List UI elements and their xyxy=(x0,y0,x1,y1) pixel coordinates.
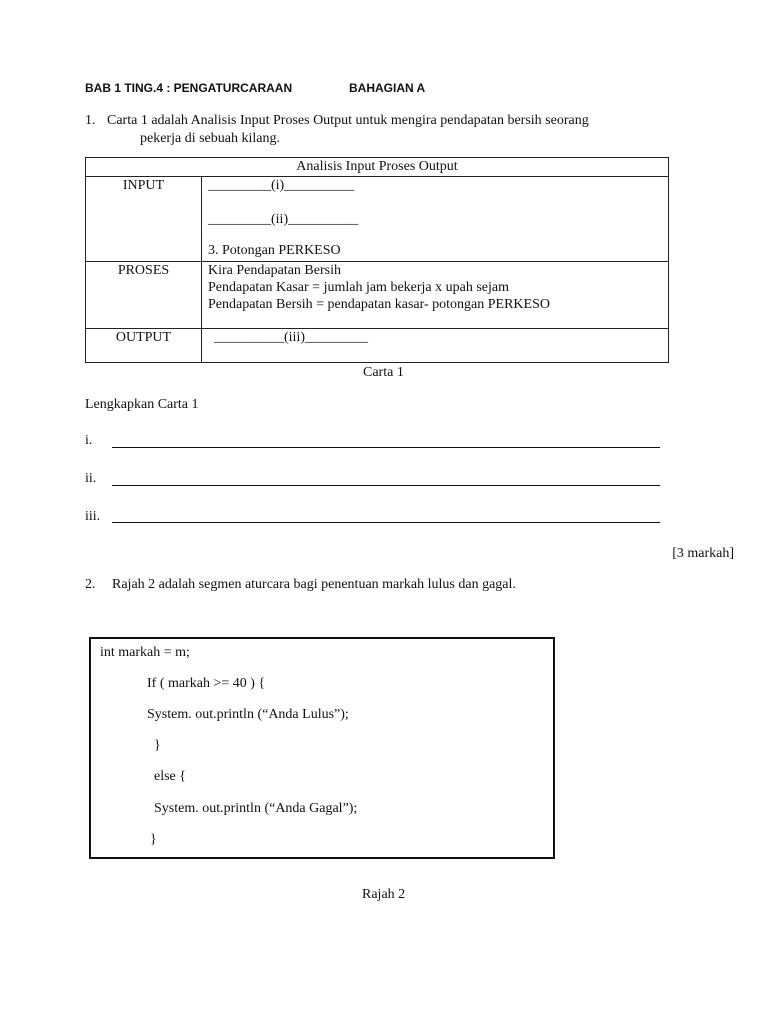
instruction-text: Lengkapkan Carta 1 xyxy=(85,397,199,412)
code-line-2: If ( markah >= 40 ) { xyxy=(147,676,266,691)
answer-line-ii[interactable] xyxy=(112,485,660,486)
marks-label: [3 markah] xyxy=(672,546,734,561)
input-item-3: 3. Potongan PERKESO xyxy=(208,243,341,258)
question-1-text-line1: Carta 1 adalah Analisis Input Proses Output untuk mengira pendapatan bersih seorang xyxy=(107,113,589,128)
proses-item-2: Pendapatan Kasar = jumlah jam bekerja x upah sejam xyxy=(208,280,510,295)
answer-label-iii: iii. xyxy=(85,509,101,524)
answer-line-i[interactable] xyxy=(112,447,660,448)
proses-cell xyxy=(202,262,669,329)
code-line-4: } xyxy=(154,738,161,753)
rajah-caption: Rajah 2 xyxy=(362,887,406,902)
question-1-text-line2: pekerja di sebuah kilang. xyxy=(140,131,280,146)
page-title: BAB 1 TING.4 : PENGATURCARAAN xyxy=(85,81,293,95)
carta-caption: Carta 1 xyxy=(363,365,404,380)
code-box xyxy=(89,637,555,859)
answer-line-iii[interactable] xyxy=(112,522,660,523)
section-label: BAHAGIAN A xyxy=(349,81,426,95)
proses-label: PROSES xyxy=(86,262,202,329)
question-2-text: Rajah 2 adalah segmen aturcara bagi penentuan markah lulus dan gagal. xyxy=(112,577,516,592)
code-line-1: int markah = m; xyxy=(100,645,190,660)
question-1-number: 1. xyxy=(85,113,96,128)
question-2-number: 2. xyxy=(85,577,96,592)
ipo-table xyxy=(85,157,669,363)
proses-item-3: Pendapatan Bersih = pendapatan kasar- potongan PERKESO xyxy=(208,297,550,312)
proses-item-1: Kira Pendapatan Bersih xyxy=(208,263,341,278)
output-label: OUTPUT xyxy=(86,329,202,363)
output-item: __________(iii)_________ xyxy=(214,330,368,345)
code-line-5: else { xyxy=(154,769,186,784)
input-label: INPUT xyxy=(86,177,202,262)
answer-label-ii: ii. xyxy=(85,471,97,486)
code-line-6: System. out.println (“Anda Gagal”); xyxy=(154,801,358,816)
ipo-table-title: Analisis Input Proses Output xyxy=(86,158,669,177)
input-item-1: _________(i)__________ xyxy=(208,178,355,193)
output-cell xyxy=(202,329,669,363)
code-line-7: } xyxy=(150,832,157,847)
input-cell xyxy=(202,177,669,262)
code-line-3: System. out.println (“Anda Lulus”); xyxy=(147,707,349,722)
answer-label-i: i. xyxy=(85,433,93,448)
input-item-2: _________(ii)__________ xyxy=(208,212,359,227)
